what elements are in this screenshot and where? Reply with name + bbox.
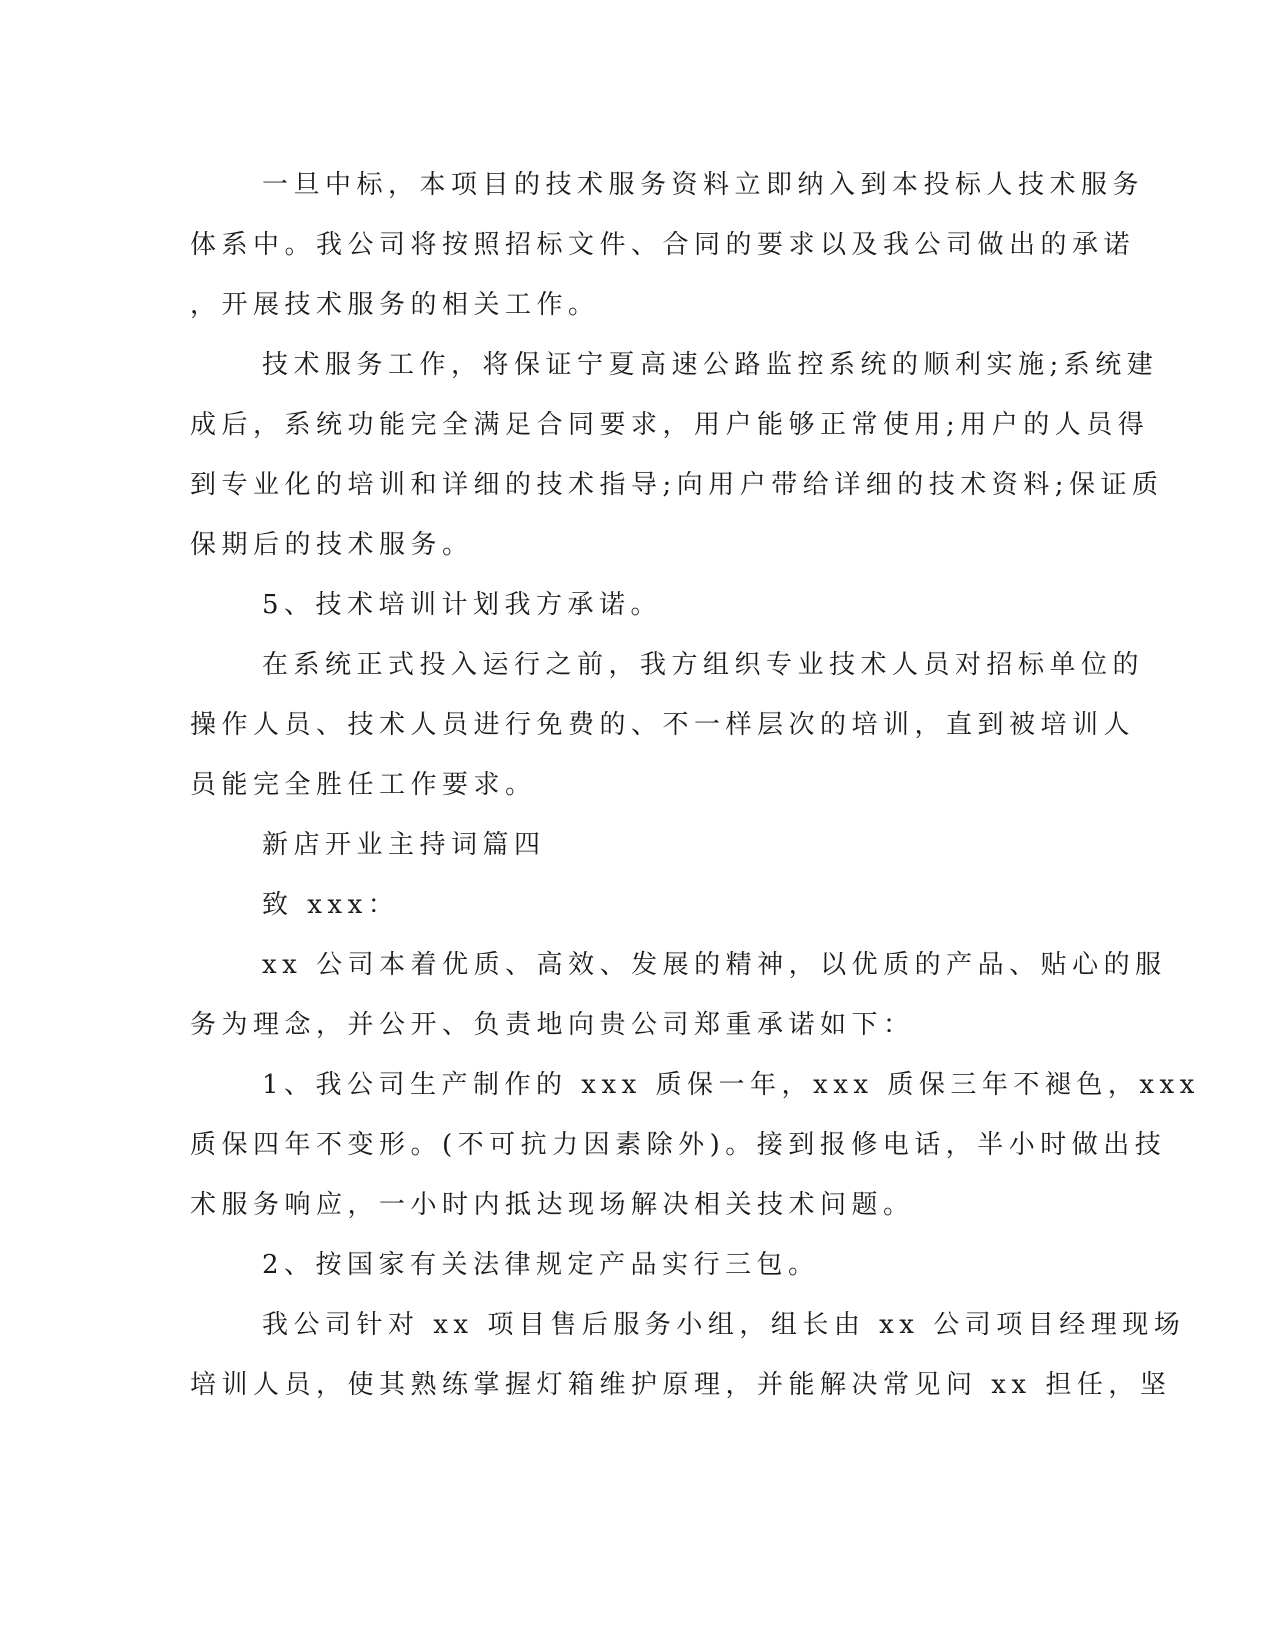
paragraph-line: 5、技术培训计划我方承诺。	[262, 590, 663, 620]
paragraph-line: 1、我公司生产制作的 xxx 质保一年，xxx 质保三年不褪色，xxx	[262, 1070, 1200, 1100]
paragraph-line: 技术服务工作，将保证宁夏高速公路监控系统的顺利实施;系统建	[262, 350, 1159, 380]
paragraph-line: 一旦中标，本项目的技术服务资料立即纳入到本投标人技术服务	[262, 170, 1145, 200]
paragraph-line: 体系中。我公司将按照招标文件、合同的要求以及我公司做出的承诺	[190, 230, 1136, 260]
paragraph-line: 我公司针对 xx 项目售后服务小组，组长由 xx 公司项目经理现场	[262, 1310, 1186, 1340]
salutation: 致 xxx：	[262, 890, 400, 920]
paragraph-line: 员能完全胜任工作要求。	[190, 770, 537, 800]
paragraph-line: 质保四年不变形。(不可抗力因素除外)。接到报修电话，半小时做出技	[190, 1130, 1167, 1160]
paragraph-line: 保期后的技术服务。	[190, 530, 474, 560]
paragraph-line: xx 公司本着优质、高效、发展的精神，以优质的产品、贴心的服	[262, 950, 1167, 980]
paragraph-line: 成后，系统功能完全满足合同要求，用户能够正常使用;用户的人员得	[190, 410, 1150, 440]
paragraph-line: 培训人员，使其熟练掌握灯箱维护原理，并能解决常见问 xx 担任，坚	[190, 1370, 1172, 1400]
paragraph-line: 务为理念，并公开、负责地向贵公司郑重承诺如下：	[190, 1010, 915, 1040]
paragraph-line: 到专业化的培训和详细的技术指导;向用户带给详细的技术资料;保证质	[190, 470, 1164, 500]
paragraph-line: 术服务响应，一小时内抵达现场解决相关技术问题。	[190, 1190, 915, 1220]
paragraph-line: 2、按国家有关法律规定产品实行三包。	[262, 1250, 820, 1280]
section-heading: 新店开业主持词篇四	[262, 830, 546, 860]
paragraph-line: ，开展技术服务的相关工作。	[190, 290, 600, 320]
paragraph-line: 操作人员、技术人员进行免费的、不一样层次的培训，直到被培训人	[190, 710, 1136, 740]
paragraph-line: 在系统正式投入运行之前，我方组织专业技术人员对招标单位的	[262, 650, 1145, 680]
document-body	[190, 155, 1200, 1415]
